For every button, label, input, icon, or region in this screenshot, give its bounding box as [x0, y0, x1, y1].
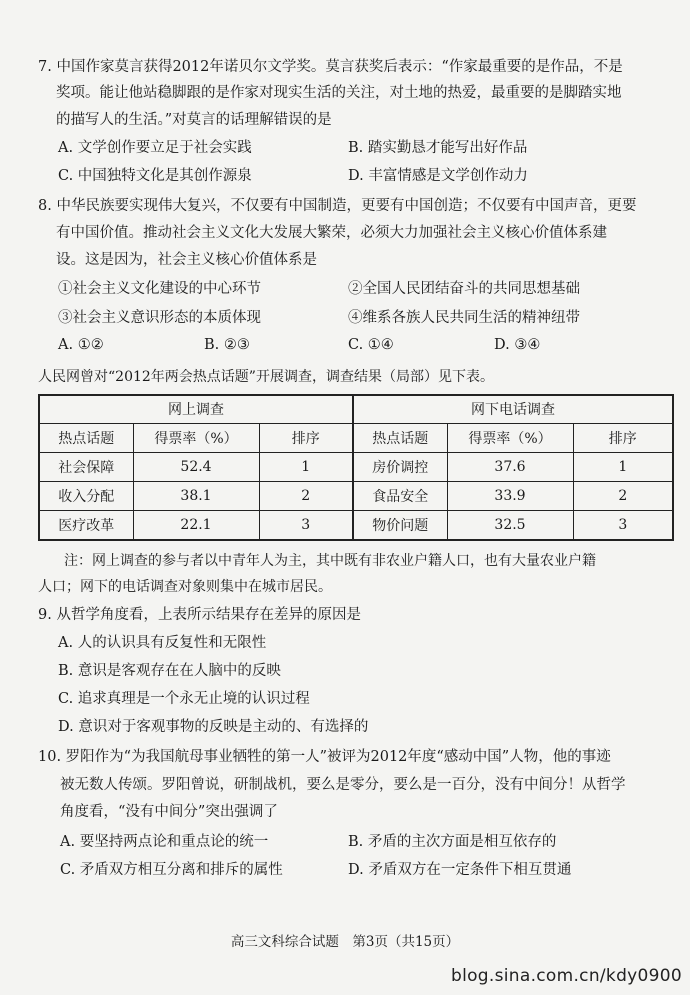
q10-stem-line3: 角度看，“没有中间分”突出强调了 [60, 804, 278, 820]
table-row [39, 481, 673, 510]
q8-option-d: D. ③④ [494, 337, 541, 353]
page-footer: 高三文科综合试题 第3页（共15页） [230, 934, 460, 950]
col-header-rate: 得票率（%） [133, 423, 259, 452]
q10-stem-line2: 被无数人传颂。罗阳曾说，研制战机，要么是零分，要么是一百分，没有中间分！从哲学 [60, 777, 626, 793]
online-rank: 2 [259, 481, 353, 510]
q9-stem: 9. 从哲学角度看，上表所示结果存在差异的原因是 [38, 607, 361, 623]
col-header-rate: 得票率（%） [447, 423, 573, 452]
online-topic: 社会保障 [39, 452, 133, 481]
table-row [39, 452, 673, 481]
online-rank: 3 [259, 510, 353, 540]
phone-rate: 32.5 [447, 510, 573, 540]
q8-option-b: B. ②③ [204, 337, 250, 353]
q8-stem-line2: 有中国价值。推动社会主义文化大发展大繁荣，必须大力加强社会主义核心价值体系建 [56, 225, 607, 241]
q8-statement-2: ②全国人民团结奋斗的共同思想基础 [348, 281, 580, 297]
phone-topic: 食品安全 [353, 481, 447, 510]
q8-statement-1: ①社会主义文化建设的中心环节 [58, 281, 261, 297]
q10-option-a: A. 要坚持两点论和重点论的统一 [60, 834, 269, 850]
q7-option-d: D. 丰富情感是文学创作动力 [348, 168, 528, 184]
q10-option-c: C. 矛盾双方相互分离和排斥的属性 [60, 862, 283, 878]
phone-rate: 33.9 [447, 481, 573, 510]
q8-statement-3: ③社会主义意识形态的本质体现 [58, 310, 261, 326]
q7-stem-line3: 的描写人的生活。”对莫言的话理解错误的是 [56, 112, 332, 128]
online-rate: 22.1 [133, 510, 259, 540]
phone-survey-header: 网下电话调查 [353, 395, 673, 423]
online-topic: 收入分配 [39, 481, 133, 510]
survey-intro: 人民网曾对“2012年两会热点话题”开展调查，调查结果（局部）见下表。 [38, 369, 494, 385]
phone-topic: 物价问题 [353, 510, 447, 540]
col-header-rank: 排序 [259, 423, 353, 452]
q7-stem-line1: 7. 中国作家莫言获得2012年诺贝尔文学奖。莫言获奖后表示：“作家最重要的是作品，不是 [38, 59, 623, 75]
q7-stem-line2: 奖项。能让他站稳脚跟的是作家对现实生活的关注，对土地的热爱，最重要的是脚踏实地 [56, 85, 622, 101]
q8-option-a: A. ①② [58, 337, 104, 353]
q9-option-b: B. 意识是客观存在在人脑中的反映 [58, 663, 281, 679]
phone-rank: 3 [573, 510, 673, 540]
q9-option-d: D. 意识对于客观事物的反映是主动的、有选择的 [58, 719, 369, 735]
phone-rate: 37.6 [447, 452, 573, 481]
phone-topic: 房价调控 [353, 452, 447, 481]
col-header-topic: 热点话题 [353, 423, 447, 452]
q9-option-c: C. 追求真理是一个永无止境的认识过程 [58, 691, 310, 707]
blog-watermark: blog.sina.com.cn/kdy0900 [450, 966, 682, 986]
survey-table [38, 394, 674, 541]
table-row [39, 510, 673, 540]
online-survey-header: 网上调查 [39, 395, 353, 423]
q8-statement-4: ④维系各族人民共同生活的精神纽带 [348, 310, 580, 326]
phone-rank: 1 [573, 452, 673, 481]
table-note-line2: 人口；网下的电话调查对象则集中在城市居民。 [38, 579, 332, 595]
online-rate: 38.1 [133, 481, 259, 510]
online-rank: 1 [259, 452, 353, 481]
q8-stem-line1: 8. 中华民族要实现伟大复兴，不仅要有中国制造，更要有中国创造；不仅要有中国声音，更要 [38, 198, 637, 214]
q8-stem-line3: 设。这是因为，社会主义核心价值体系是 [56, 252, 317, 268]
q9-option-a: A. 人的认识具有反复性和无限性 [58, 635, 267, 651]
table-note-line1: 注：网上调查的参与者以中青年人为主，其中既有非农业户籍人口，也有大量农业户籍 [64, 553, 596, 569]
q7-option-a: A. 文学创作要立足于社会实践 [58, 140, 252, 156]
table-group-header-row [39, 395, 673, 423]
phone-rank: 2 [573, 481, 673, 510]
col-header-rank: 排序 [573, 423, 673, 452]
q10-option-d: D. 矛盾双方在一定条件下相互贯通 [348, 862, 572, 878]
q7-option-b: B. 踏实勤恳才能写出好作品 [348, 140, 528, 156]
q8-option-c: C. ①④ [348, 337, 394, 353]
q10-stem-line1: 10. 罗阳作为“为我国航母事业牺牲的第一人”被评为2012年度“感动中国”人物，他的事迹 [38, 749, 611, 765]
col-header-topic: 热点话题 [39, 423, 133, 452]
table-column-header-row [39, 423, 673, 452]
q10-option-b: B. 矛盾的主次方面是相互依存的 [348, 834, 557, 850]
online-rate: 52.4 [133, 452, 259, 481]
q7-option-c: C. 中国独特文化是其创作源泉 [58, 168, 252, 184]
online-topic: 医疗改革 [39, 510, 133, 540]
